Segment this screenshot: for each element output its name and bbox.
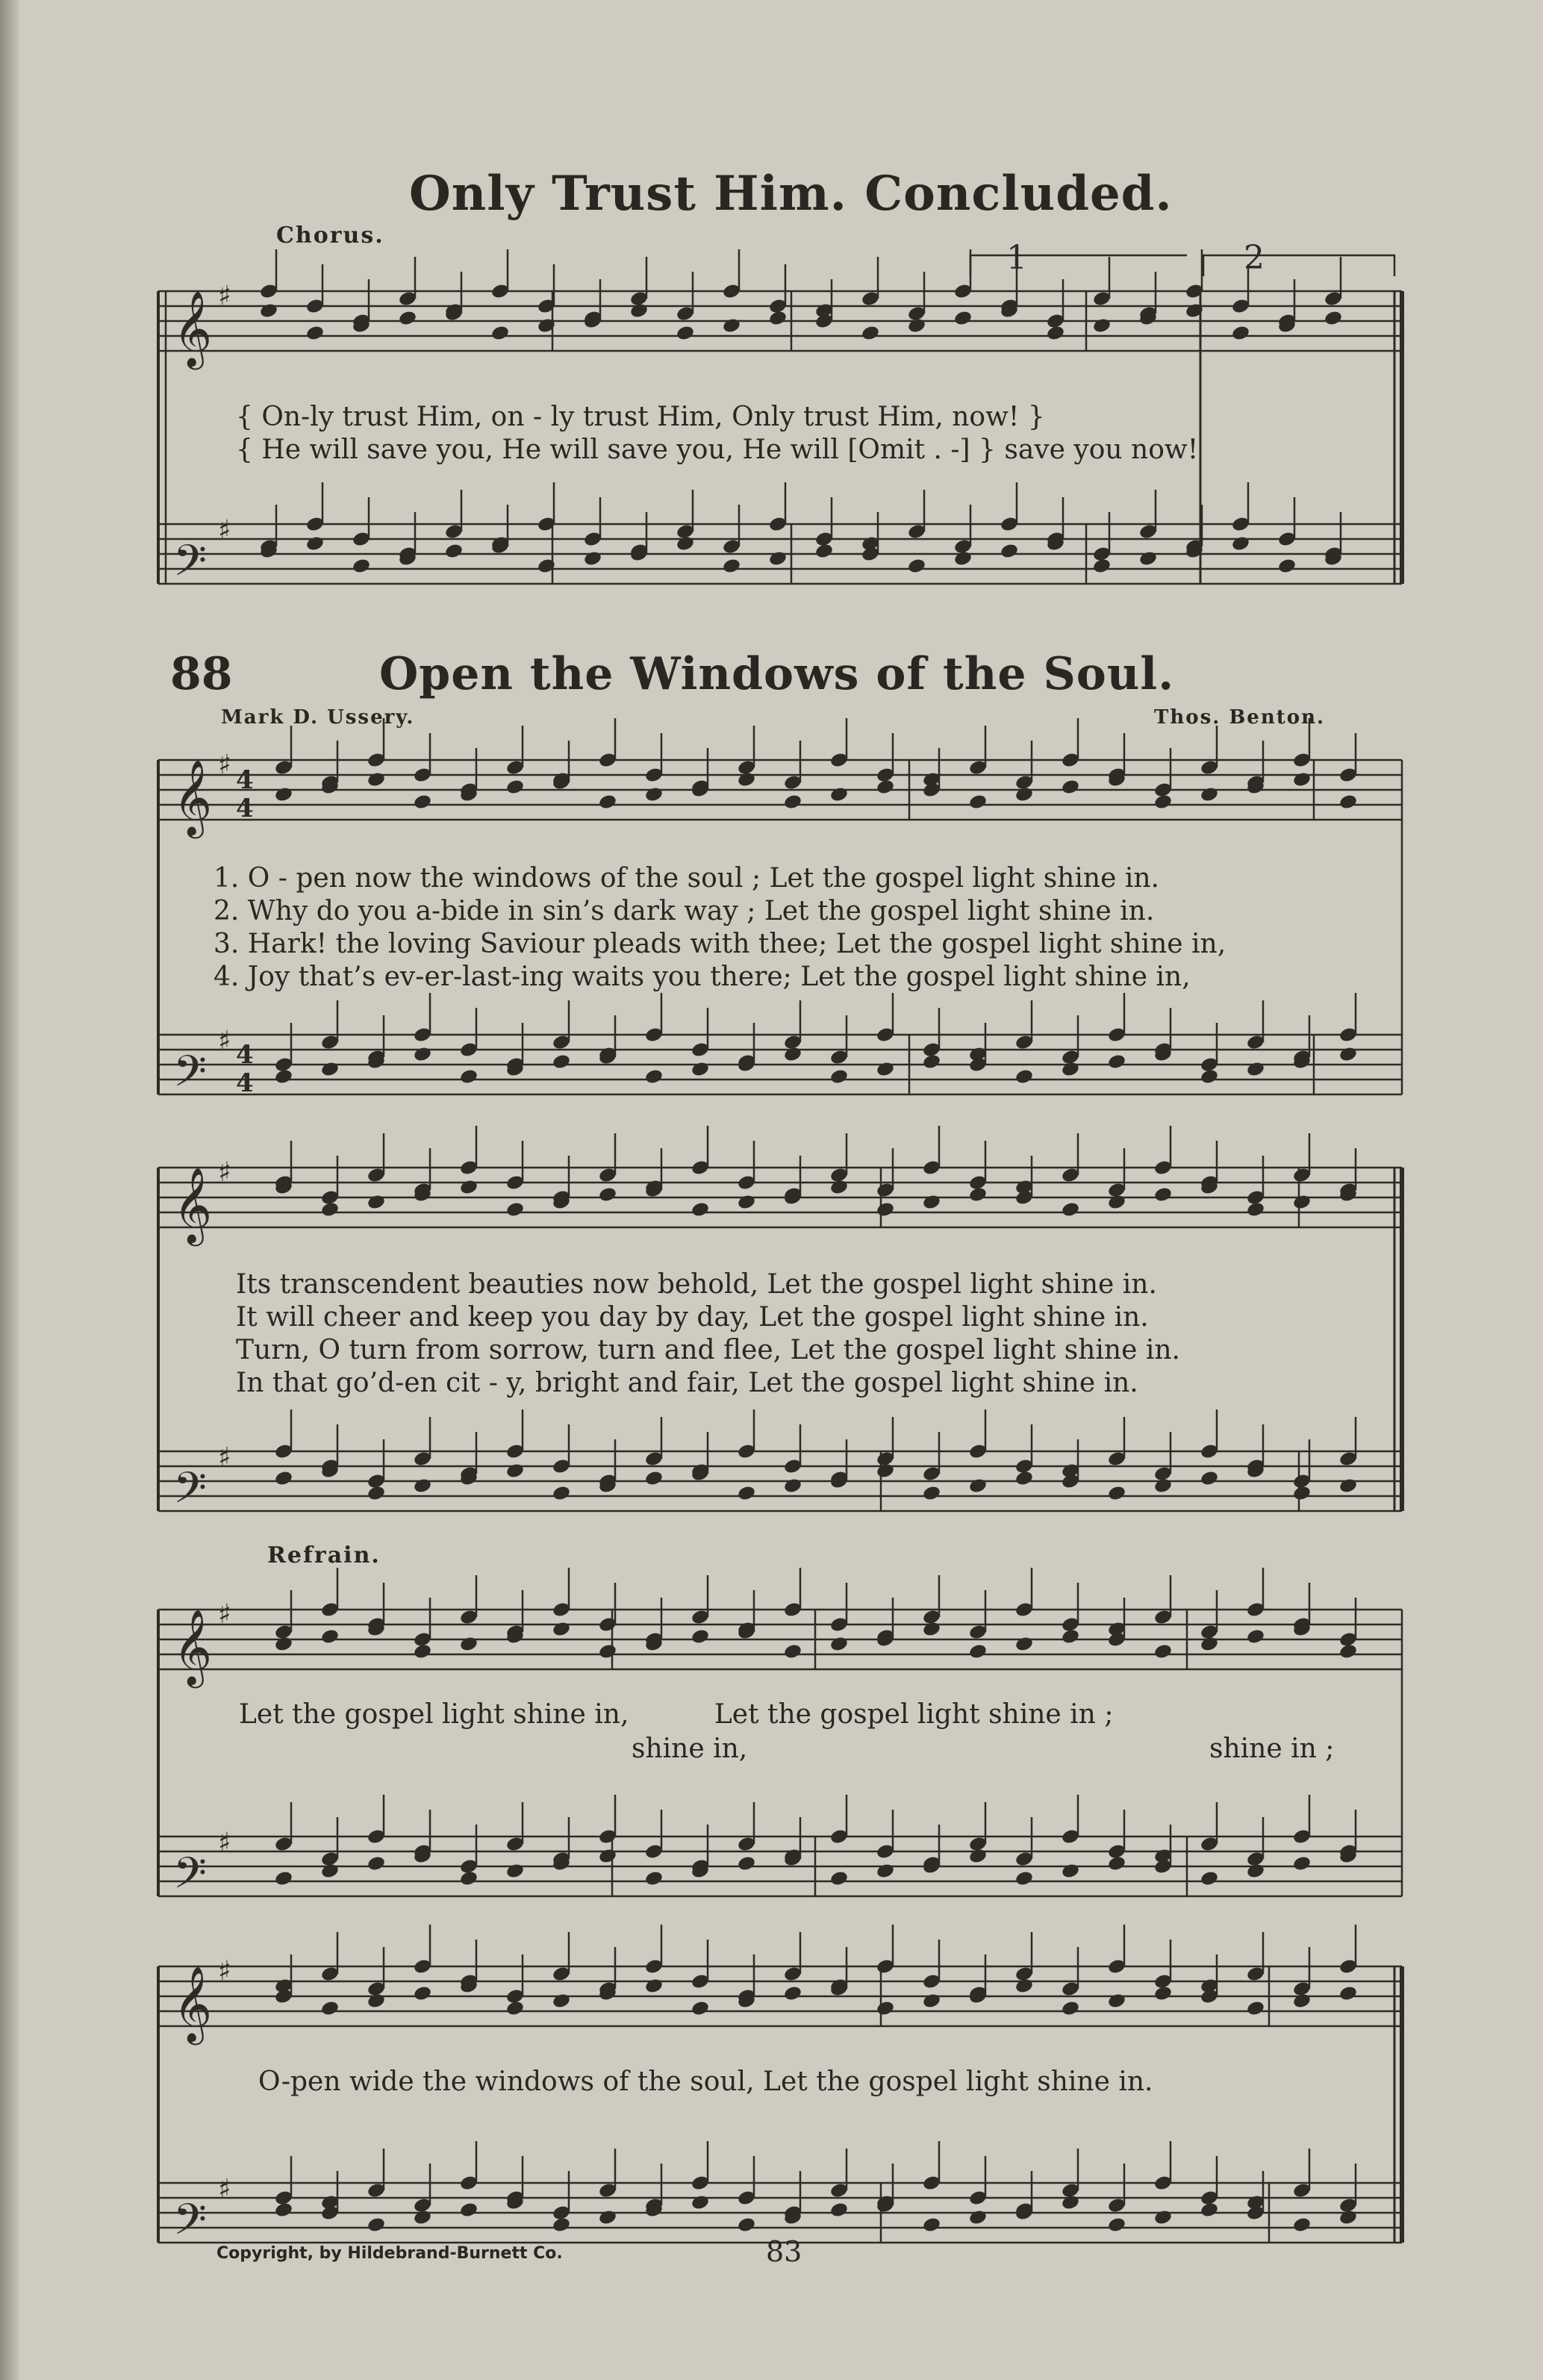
- notehead: [1153, 1186, 1173, 1203]
- notehead: [352, 558, 371, 575]
- svg-text:♯: ♯: [218, 750, 231, 780]
- notehead: [768, 310, 788, 327]
- notehead: [644, 1068, 664, 1085]
- notehead: [829, 1068, 849, 1085]
- notehead: [783, 794, 802, 811]
- notehead: [598, 1848, 617, 1865]
- notehead: [490, 325, 510, 342]
- notehead: [413, 1477, 432, 1495]
- refrain-echo: shine in ;: [1209, 1733, 1335, 1764]
- notehead: [274, 1870, 293, 1887]
- notehead: [737, 771, 756, 788]
- notehead: [1338, 2209, 1358, 2226]
- notehead: [505, 1863, 525, 1880]
- notehead: [968, 794, 988, 811]
- notehead: [1107, 1194, 1126, 1211]
- notehead: [367, 1194, 386, 1211]
- notehead: [1200, 1870, 1219, 1887]
- notehead: [459, 1068, 479, 1085]
- verse-line: 4. Joy that’s ev-er-last-ing waits you there; Let the gospel light shine in,: [213, 962, 1191, 992]
- page-number: 83: [766, 2235, 802, 2268]
- svg-text:♯: ♯: [218, 1599, 231, 1630]
- notehead: [783, 1985, 802, 2002]
- notehead: [1338, 1985, 1358, 2002]
- notehead: [629, 302, 649, 320]
- notehead: [444, 543, 464, 560]
- notehead: [505, 2000, 525, 2017]
- notehead: [274, 1068, 293, 1085]
- notehead: [1092, 317, 1112, 334]
- notehead: [876, 2000, 895, 2017]
- notehead: [1231, 325, 1250, 342]
- copyright-notice: Copyright, by Hildebrand-Burnett Co.: [216, 2244, 563, 2263]
- notehead: [968, 1848, 988, 1865]
- notehead: [1246, 2000, 1265, 2017]
- notehead: [722, 317, 741, 334]
- notehead: [1014, 1470, 1034, 1487]
- treble-clef-icon: 𝄞: [173, 758, 213, 835]
- notehead: [644, 1870, 664, 1887]
- notehead: [814, 543, 834, 560]
- svg-text:♯: ♯: [218, 281, 231, 311]
- notehead: [274, 1636, 293, 1653]
- notehead: [691, 1061, 710, 1078]
- notehead: [907, 317, 926, 334]
- notehead: [1324, 310, 1343, 327]
- notehead: [1277, 558, 1297, 575]
- notehead: [505, 1201, 525, 1218]
- notehead: [367, 2217, 386, 2234]
- treble-clef-icon: 𝄞: [173, 1166, 213, 1243]
- notehead: [768, 550, 788, 567]
- notehead: [320, 1201, 340, 1218]
- notehead: [1014, 1636, 1034, 1653]
- notehead: [1153, 1477, 1173, 1495]
- notehead: [1200, 1470, 1219, 1487]
- notehead: [829, 786, 849, 803]
- notehead: [922, 1621, 941, 1638]
- notehead: [413, 794, 432, 811]
- composer-credit: Thos. Benton.: [1154, 706, 1326, 729]
- treble-clef-icon: 𝄞: [173, 1608, 213, 1685]
- notehead: [1338, 1046, 1358, 1063]
- notehead: [1000, 543, 1019, 560]
- notehead: [552, 1053, 571, 1071]
- ending-2-label: 2: [1244, 239, 1265, 277]
- notehead: [1153, 2209, 1173, 2226]
- notehead: [922, 1485, 941, 1502]
- notehead: [1246, 1863, 1265, 1880]
- notehead: [1338, 1643, 1358, 1660]
- notehead: [783, 1046, 802, 1063]
- treble-clef-icon: 𝄞: [173, 1965, 213, 2042]
- verse-line: 3. Hark! the loving Saviour pleads with thee; Let the gospel light shine in,: [213, 929, 1226, 959]
- notehead: [691, 1201, 710, 1218]
- notehead: [829, 1870, 849, 1887]
- notehead: [737, 1485, 756, 1502]
- notehead: [1292, 1855, 1312, 1872]
- notehead: [1061, 1628, 1080, 1645]
- notehead: [1231, 535, 1250, 552]
- notehead: [922, 1194, 941, 1211]
- notehead: [644, 786, 664, 803]
- notehead: [1292, 1993, 1312, 2010]
- notehead: [367, 1993, 386, 2010]
- notehead: [305, 325, 325, 342]
- notehead: [922, 1053, 941, 1071]
- time-sig-bottom: 4: [236, 794, 254, 823]
- notehead: [644, 1470, 664, 1487]
- notehead: [876, 1462, 895, 1480]
- notehead: [968, 1186, 988, 1203]
- notehead: [861, 325, 880, 342]
- notehead: [552, 2217, 571, 2234]
- notehead: [320, 1628, 340, 1645]
- notehead: [876, 779, 895, 796]
- notehead: [1107, 1993, 1126, 2010]
- notehead: [829, 2202, 849, 2219]
- notehead: [1107, 1485, 1126, 1502]
- bass-clef-icon: 𝄢: [173, 1848, 208, 1909]
- notehead: [598, 2209, 617, 2226]
- lyric-line: { He will save you, He will save you, He will [Omit . -] } save you now!: [236, 434, 1199, 465]
- svg-text:♯: ♯: [218, 1157, 231, 1188]
- notehead: [274, 1470, 293, 1487]
- notehead: [1338, 794, 1358, 811]
- notehead: [953, 550, 973, 567]
- notehead: [691, 1628, 710, 1645]
- notehead: [968, 1643, 988, 1660]
- notehead: [829, 1179, 849, 1196]
- notehead: [459, 2202, 479, 2219]
- notehead: [691, 2000, 710, 2017]
- noteheads: [259, 249, 1358, 2233]
- notehead: [737, 1194, 756, 1211]
- notehead: [320, 1061, 340, 1078]
- bass-clef-icon: 𝄢: [173, 1462, 208, 1524]
- bass-clef-icon: 𝄢: [173, 2194, 208, 2255]
- notehead: [876, 1201, 895, 1218]
- time-sig-top: 4: [236, 1040, 254, 1070]
- svg-text:♯: ♯: [218, 2174, 231, 2205]
- notehead: [1014, 1870, 1034, 1887]
- notehead: [829, 1636, 849, 1653]
- notehead: [583, 550, 602, 567]
- notehead: [907, 558, 926, 575]
- notehead: [1338, 1477, 1358, 1495]
- notehead: [1246, 1061, 1265, 1078]
- notehead: [1107, 1053, 1126, 1071]
- notehead: [1092, 558, 1112, 575]
- notehead: [259, 302, 278, 320]
- notehead: [1061, 1201, 1080, 1218]
- notehead: [367, 1485, 386, 1502]
- refrain-line: O-pen wide the windows of the soul, Let the gospel light shine in.: [258, 2066, 1153, 2097]
- notehead: [1246, 1201, 1265, 1218]
- svg-text:♯: ♯: [218, 515, 231, 546]
- notehead: [676, 535, 695, 552]
- chorus-label: Chorus.: [276, 222, 384, 249]
- page-title: Only Trust Him. Concluded.: [409, 166, 1173, 222]
- svg-text:♯: ♯: [218, 1026, 231, 1056]
- verse-line: 2. Why do you a-bide in sin’s dark way ; Let the gospel light shine in.: [213, 896, 1155, 926]
- treble-clef-icon: 𝄞: [173, 290, 213, 367]
- notehead: [1200, 2202, 1219, 2219]
- notehead: [783, 1477, 802, 1495]
- svg-text:♯: ♯: [218, 1442, 231, 1473]
- author-credit: Mark D. Ussery.: [221, 706, 415, 729]
- verse-line: 1. O - pen now the windows of the soul ; Let the gospel light shine in.: [213, 863, 1159, 894]
- notehead: [922, 1993, 941, 2010]
- notehead: [1107, 2217, 1126, 2234]
- lyric-line: { On-ly trust Him, on - ly trust Him, Only trust Him, now! }: [236, 402, 1045, 432]
- notehead: [922, 2217, 941, 2234]
- refrain-echo: shine in,: [632, 1733, 748, 1764]
- svg-text:♯: ♯: [218, 1828, 231, 1858]
- notehead: [1014, 1978, 1034, 1995]
- notehead: [505, 779, 525, 796]
- notehead: [1153, 1643, 1173, 1660]
- bass-clef-icon: 𝄢: [173, 1046, 208, 1107]
- notehead: [1014, 786, 1034, 803]
- notehead: [1292, 1485, 1312, 1502]
- notehead: [413, 1985, 432, 2002]
- notehead: [598, 1643, 617, 1660]
- notehead: [413, 1643, 432, 1660]
- refrain-label: Refrain.: [267, 1542, 381, 1569]
- notehead: [1292, 771, 1312, 788]
- notehead: [1153, 1985, 1173, 2002]
- notehead: [1200, 1068, 1219, 1085]
- notehead: [367, 771, 386, 788]
- ending-1-label: 1: [1006, 239, 1027, 277]
- notehead: [1014, 1068, 1034, 1085]
- notehead: [1061, 2194, 1080, 2211]
- notehead: [876, 1863, 895, 1880]
- bass-clef-icon: 𝄢: [173, 535, 208, 596]
- notehead: [459, 1870, 479, 1887]
- notehead: [413, 2209, 432, 2226]
- notehead: [505, 1462, 525, 1480]
- staff-treble-3: [158, 1168, 1402, 1227]
- notehead: [676, 325, 695, 342]
- notehead: [1246, 1628, 1265, 1645]
- verse-line: Its transcendent beauties now behold, Let the gospel light shine in.: [236, 1269, 1157, 1300]
- notehead: [1200, 1636, 1219, 1653]
- notehead: [1292, 2217, 1312, 2234]
- time-sig-bottom: 4: [236, 1068, 254, 1098]
- notehead: [320, 2000, 340, 2017]
- notehead: [274, 2202, 293, 2219]
- notehead: [305, 535, 325, 552]
- notehead: [722, 558, 741, 575]
- notehead: [274, 786, 293, 803]
- notehead: [1061, 1863, 1080, 1880]
- notehead: [737, 1855, 756, 1872]
- notehead: [1061, 1061, 1080, 1078]
- verse-line: Turn, O turn from sorrow, turn and flee, Let the gospel light shine in.: [236, 1335, 1180, 1365]
- notehead: [1153, 794, 1173, 811]
- notehead: [737, 2217, 756, 2234]
- hymn-number: 88: [170, 648, 233, 700]
- notehead: [459, 1636, 479, 1653]
- notehead: [644, 1978, 664, 1995]
- notehead: [367, 1855, 386, 1872]
- notehead: [783, 1643, 802, 1660]
- notehead: [968, 1477, 988, 1495]
- notehead: [598, 1186, 617, 1203]
- notehead: [876, 1061, 895, 1078]
- notehead: [459, 1179, 479, 1196]
- svg-text:♯: ♯: [218, 1956, 231, 1987]
- time-sig-top: 4: [236, 765, 254, 795]
- verse-line: It will cheer and keep you day by day, Let the gospel light shine in.: [236, 1302, 1149, 1333]
- notehead: [1107, 1855, 1126, 1872]
- notehead: [552, 1993, 571, 2010]
- notehead: [691, 2194, 710, 2211]
- notehead: [1061, 2000, 1080, 2017]
- verse-line: In that go’d-en cit - y, bright and fair, Let the gospel light shine in.: [236, 1368, 1138, 1398]
- notehead: [968, 2209, 988, 2226]
- notehead: [1061, 779, 1080, 796]
- notehead: [1046, 325, 1065, 342]
- notehead: [552, 1485, 571, 1502]
- hymn-title: Open the Windows of the Soul.: [379, 648, 1175, 700]
- notehead: [598, 794, 617, 811]
- notehead: [552, 1621, 571, 1638]
- refrain-line: Let the gospel light shine in, Let the gospel light shine in ;: [239, 1699, 1114, 1730]
- notehead: [1200, 786, 1219, 803]
- notehead: [1292, 1194, 1312, 1211]
- notehead: [413, 1046, 432, 1063]
- notehead: [1138, 550, 1158, 567]
- notehead: [320, 1863, 340, 1880]
- notehead: [398, 310, 417, 327]
- notehead: [953, 310, 973, 327]
